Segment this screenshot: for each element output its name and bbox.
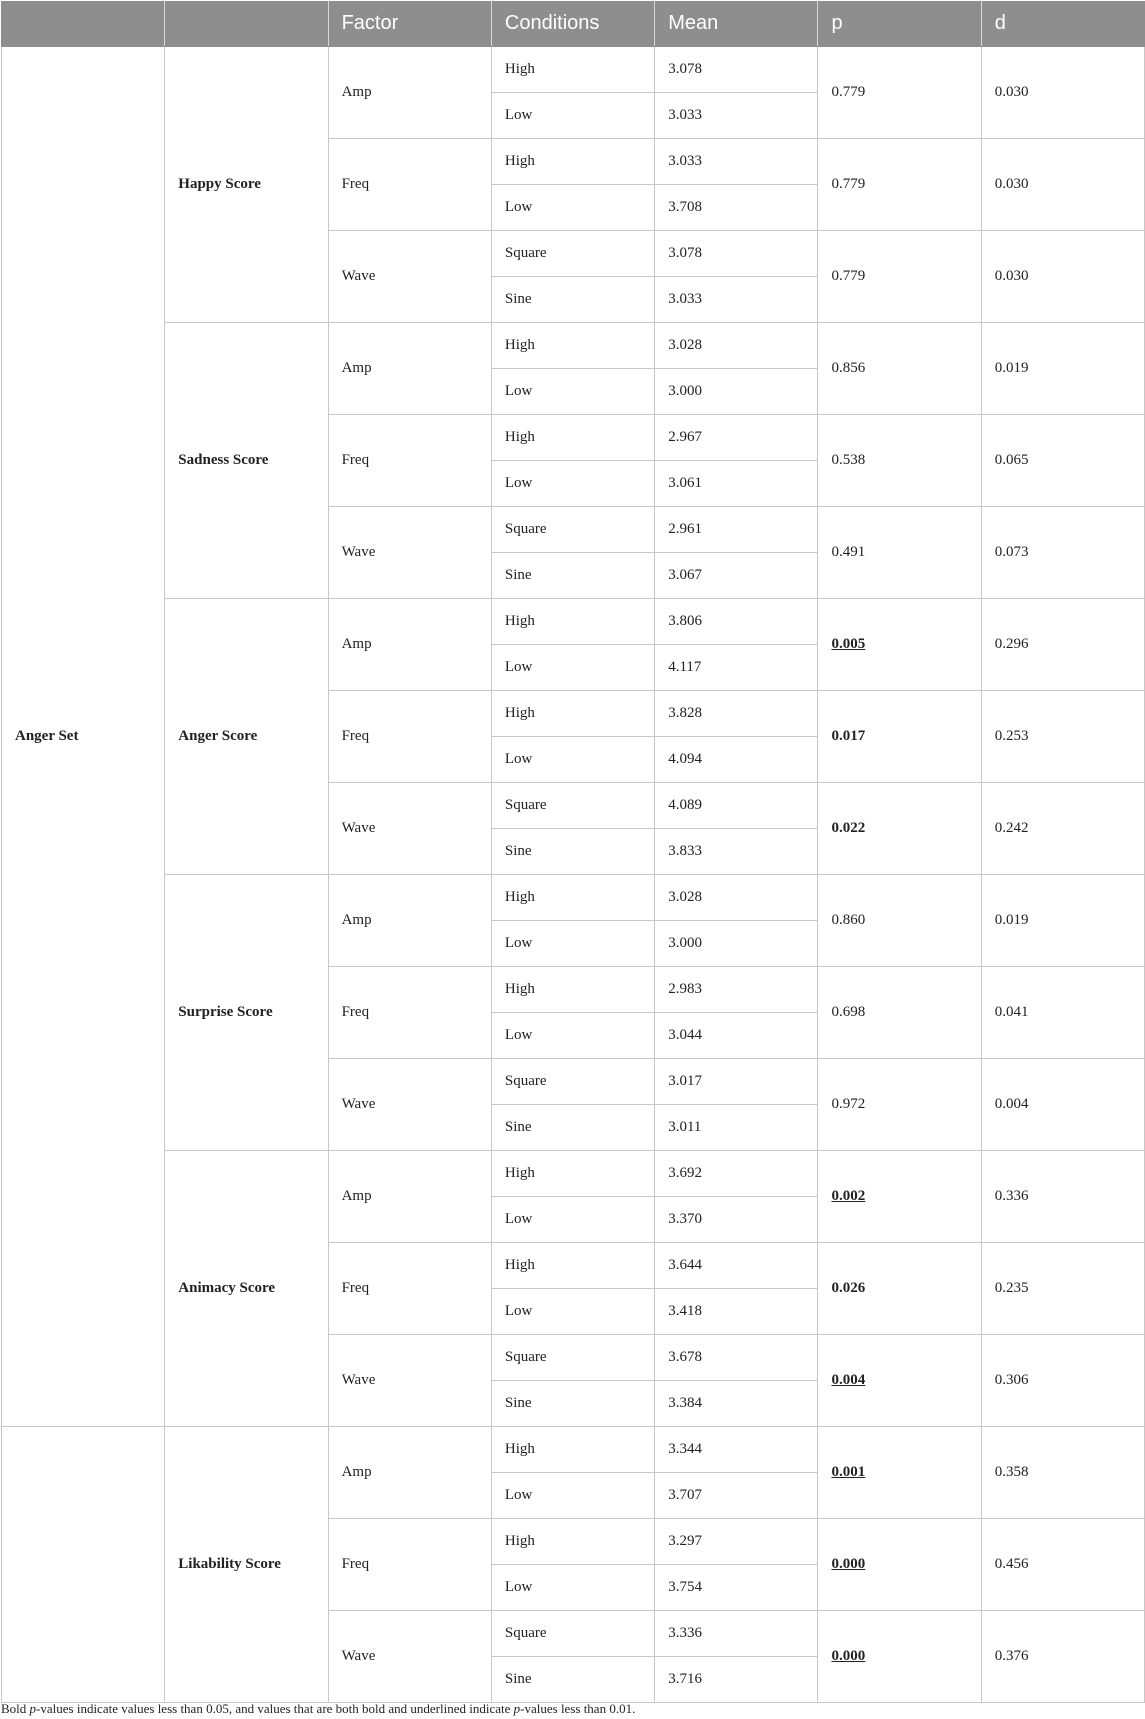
header-conditions: Conditions [491, 1, 654, 47]
d-value-cell: 0.306 [981, 1335, 1144, 1427]
p-value-cell: 0.779 [818, 139, 981, 231]
mean-cell: 3.644 [655, 1243, 818, 1289]
mean-cell: 3.678 [655, 1335, 818, 1381]
condition-cell: Low [491, 1013, 654, 1059]
p-value-cell: 0.002 [818, 1151, 981, 1243]
mean-cell: 3.078 [655, 231, 818, 277]
header-score [165, 1, 328, 47]
set-label [2, 1427, 165, 1703]
footnote-text-1: Bold [1, 1701, 30, 1716]
mean-cell: 4.089 [655, 783, 818, 829]
p-value-cell: 0.860 [818, 875, 981, 967]
condition-cell: Sine [491, 1657, 654, 1703]
condition-cell: Low [491, 737, 654, 783]
d-value-cell: 0.030 [981, 139, 1144, 231]
p-value-cell: 0.004 [818, 1335, 981, 1427]
d-value-cell: 0.004 [981, 1059, 1144, 1151]
factor-cell: Amp [328, 1427, 491, 1519]
mean-cell: 3.336 [655, 1611, 818, 1657]
condition-cell: Low [491, 369, 654, 415]
p-value-cell: 0.538 [818, 415, 981, 507]
factor-cell: Freq [328, 415, 491, 507]
score-label: Animacy Score [165, 1151, 328, 1427]
d-value-cell: 0.253 [981, 691, 1144, 783]
mean-cell: 3.692 [655, 1151, 818, 1197]
d-value-cell: 0.456 [981, 1519, 1144, 1611]
condition-cell: Square [491, 1611, 654, 1657]
results-table [1, 1, 1145, 1703]
p-value-cell: 0.026 [818, 1243, 981, 1335]
mean-cell: 3.754 [655, 1565, 818, 1611]
factor-cell: Amp [328, 1151, 491, 1243]
mean-cell: 3.061 [655, 461, 818, 507]
footnote-text-2: -values indicate values less than 0.05, and values that are both bold and underlined indicate [36, 1701, 514, 1716]
score-label: Happy Score [165, 47, 328, 323]
table-row [2, 323, 1145, 369]
condition-cell: High [491, 47, 654, 93]
factor-cell: Wave [328, 507, 491, 599]
mean-cell: 2.967 [655, 415, 818, 461]
d-value-cell: 0.358 [981, 1427, 1144, 1519]
d-value-cell: 0.376 [981, 1611, 1144, 1703]
mean-cell: 3.806 [655, 599, 818, 645]
factor-cell: Wave [328, 231, 491, 323]
mean-cell: 3.833 [655, 829, 818, 875]
factor-cell: Amp [328, 599, 491, 691]
mean-cell: 3.028 [655, 875, 818, 921]
mean-cell: 3.418 [655, 1289, 818, 1335]
mean-cell: 3.011 [655, 1105, 818, 1151]
d-value-cell: 0.019 [981, 875, 1144, 967]
d-value-cell: 0.235 [981, 1243, 1144, 1335]
p-value-cell: 0.779 [818, 231, 981, 323]
mean-cell: 3.828 [655, 691, 818, 737]
score-label: Anger Score [165, 599, 328, 875]
footnote-p-italic-1: p [29, 1701, 37, 1716]
d-value-cell: 0.019 [981, 323, 1144, 415]
condition-cell: Low [491, 185, 654, 231]
score-label: Surprise Score [165, 875, 328, 1151]
p-value-cell: 0.491 [818, 507, 981, 599]
condition-cell: High [491, 875, 654, 921]
d-value-cell: 0.242 [981, 783, 1144, 875]
condition-cell: High [491, 599, 654, 645]
condition-cell: High [491, 1519, 654, 1565]
condition-cell: High [491, 139, 654, 185]
table-header [2, 1, 1145, 47]
mean-cell: 3.384 [655, 1381, 818, 1427]
condition-cell: High [491, 1243, 654, 1289]
footnote-text-3: -values less than 0.01. [520, 1701, 636, 1716]
d-value-cell: 0.296 [981, 599, 1144, 691]
mean-cell: 3.067 [655, 553, 818, 599]
d-value-cell: 0.073 [981, 507, 1144, 599]
table-row [2, 47, 1145, 93]
factor-cell: Freq [328, 967, 491, 1059]
p-value-cell: 0.779 [818, 47, 981, 139]
factor-cell: Amp [328, 47, 491, 139]
condition-cell: Low [491, 1565, 654, 1611]
d-value-cell: 0.030 [981, 231, 1144, 323]
mean-cell: 3.344 [655, 1427, 818, 1473]
header-set [2, 1, 165, 47]
set-label: Anger Set [2, 47, 165, 1427]
score-label: Likability Score [165, 1427, 328, 1703]
factor-cell: Freq [328, 139, 491, 231]
p-value-cell: 0.005 [818, 599, 981, 691]
factor-cell: Wave [328, 783, 491, 875]
condition-cell: Sine [491, 1105, 654, 1151]
table-row [2, 1151, 1145, 1197]
p-value-cell: 0.017 [818, 691, 981, 783]
header-p: p [818, 1, 981, 47]
condition-cell: Sine [491, 277, 654, 323]
factor-cell: Wave [328, 1335, 491, 1427]
factor-cell: Amp [328, 323, 491, 415]
mean-cell: 2.961 [655, 507, 818, 553]
factor-cell: Wave [328, 1611, 491, 1703]
d-value-cell: 0.030 [981, 47, 1144, 139]
header-d: d [981, 1, 1144, 47]
factor-cell: Freq [328, 691, 491, 783]
condition-cell: Square [491, 231, 654, 277]
mean-cell: 3.000 [655, 921, 818, 967]
table-row [2, 599, 1145, 645]
mean-cell: 3.044 [655, 1013, 818, 1059]
d-value-cell: 0.065 [981, 415, 1144, 507]
condition-cell: Low [491, 1289, 654, 1335]
condition-cell: High [491, 415, 654, 461]
mean-cell: 3.000 [655, 369, 818, 415]
p-value-cell: 0.972 [818, 1059, 981, 1151]
header-mean: Mean [655, 1, 818, 47]
factor-cell: Freq [328, 1519, 491, 1611]
condition-cell: Square [491, 507, 654, 553]
mean-cell: 3.028 [655, 323, 818, 369]
header-factor: Factor [328, 1, 491, 47]
p-value-cell: 0.001 [818, 1427, 981, 1519]
condition-cell: Square [491, 1335, 654, 1381]
factor-cell: Amp [328, 875, 491, 967]
p-value-cell: 0.000 [818, 1611, 981, 1703]
condition-cell: Low [491, 1197, 654, 1243]
condition-cell: High [491, 1151, 654, 1197]
table-body [2, 47, 1145, 1703]
d-value-cell: 0.336 [981, 1151, 1144, 1243]
condition-cell: High [491, 691, 654, 737]
mean-cell: 3.033 [655, 139, 818, 185]
condition-cell: Low [491, 645, 654, 691]
table-footnote [1, 1701, 635, 1717]
condition-cell: Low [491, 921, 654, 967]
mean-cell: 4.117 [655, 645, 818, 691]
header-row [2, 1, 1145, 47]
p-value-cell: 0.698 [818, 967, 981, 1059]
condition-cell: Sine [491, 553, 654, 599]
mean-cell: 3.078 [655, 47, 818, 93]
condition-cell: Sine [491, 829, 654, 875]
footnote-p-italic-2: p [513, 1701, 521, 1716]
condition-cell: Low [491, 1473, 654, 1519]
p-value-cell: 0.856 [818, 323, 981, 415]
condition-cell: Sine [491, 1381, 654, 1427]
condition-cell: High [491, 967, 654, 1013]
mean-cell: 4.094 [655, 737, 818, 783]
condition-cell: Square [491, 1059, 654, 1105]
factor-cell: Wave [328, 1059, 491, 1151]
p-value-cell: 0.000 [818, 1519, 981, 1611]
condition-cell: Square [491, 783, 654, 829]
mean-cell: 3.708 [655, 185, 818, 231]
mean-cell: 3.033 [655, 93, 818, 139]
p-value-cell: 0.022 [818, 783, 981, 875]
table-row [2, 1427, 1145, 1473]
condition-cell: High [491, 1427, 654, 1473]
mean-cell: 3.370 [655, 1197, 818, 1243]
d-value-cell: 0.041 [981, 967, 1144, 1059]
score-label: Sadness Score [165, 323, 328, 599]
factor-cell: Freq [328, 1243, 491, 1335]
mean-cell: 2.983 [655, 967, 818, 1013]
condition-cell: High [491, 323, 654, 369]
condition-cell: Low [491, 93, 654, 139]
table-row [2, 875, 1145, 921]
mean-cell: 3.716 [655, 1657, 818, 1703]
mean-cell: 3.033 [655, 277, 818, 323]
mean-cell: 3.707 [655, 1473, 818, 1519]
mean-cell: 3.017 [655, 1059, 818, 1105]
condition-cell: Low [491, 461, 654, 507]
mean-cell: 3.297 [655, 1519, 818, 1565]
